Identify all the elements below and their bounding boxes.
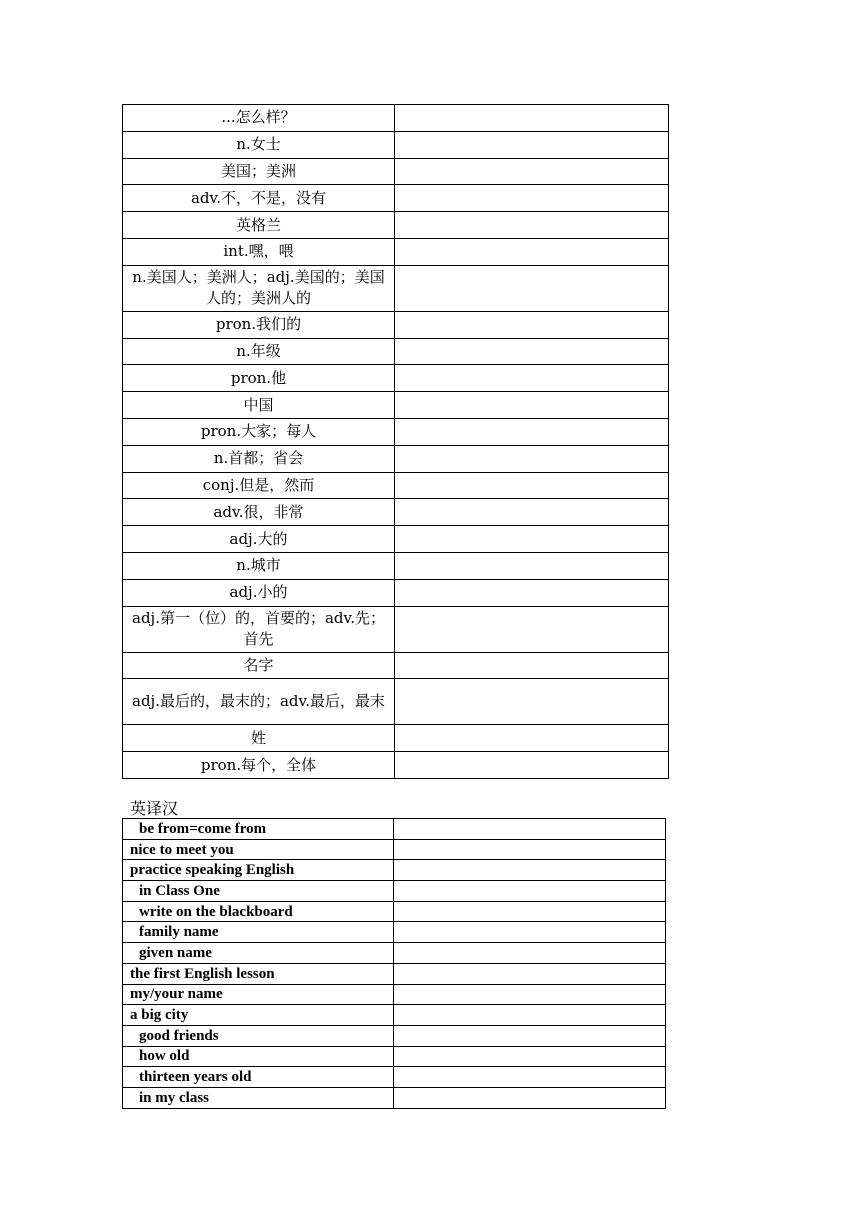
chinese-to-english-table xyxy=(122,104,669,779)
phrase-cell: practice speaking English xyxy=(123,860,394,881)
table-row xyxy=(123,499,669,526)
phrase-cell: be from=come from xyxy=(123,819,394,840)
answer-cell[interactable] xyxy=(395,679,669,725)
answer-cell[interactable] xyxy=(394,922,666,943)
table-row xyxy=(123,901,666,922)
phrase-cell: write on the blackboard xyxy=(123,901,394,922)
answer-cell[interactable] xyxy=(394,819,666,840)
table-row xyxy=(123,860,666,881)
table-row xyxy=(123,265,669,311)
phrase-cell: a big city xyxy=(123,1005,394,1026)
answer-cell[interactable] xyxy=(394,839,666,860)
table-row xyxy=(123,338,669,365)
meaning-cell: pron.大家；每人 xyxy=(123,418,395,445)
table-row xyxy=(123,819,666,840)
answer-cell[interactable] xyxy=(395,238,669,265)
answer-cell[interactable] xyxy=(394,1025,666,1046)
answer-cell[interactable] xyxy=(395,652,669,679)
phrase-cell: my/your name xyxy=(123,984,394,1005)
table-row xyxy=(123,579,669,606)
answer-cell[interactable] xyxy=(394,860,666,881)
meaning-cell: adj.第一（位）的，首要的；adv.先；首先 xyxy=(123,606,395,652)
answer-cell[interactable] xyxy=(395,392,669,419)
answer-cell[interactable] xyxy=(395,725,669,752)
english-to-chinese-table xyxy=(122,818,666,1109)
table-row xyxy=(123,1005,666,1026)
answer-cell[interactable] xyxy=(395,552,669,579)
meaning-cell: adv.很，非常 xyxy=(123,499,395,526)
meaning-cell: adv.不，不是，没有 xyxy=(123,185,395,212)
answer-cell[interactable] xyxy=(395,212,669,239)
meaning-cell: conj.但是，然而 xyxy=(123,472,395,499)
table-row xyxy=(123,725,669,752)
phrase-cell: how old xyxy=(123,1046,394,1067)
meaning-cell: pron.每个，全体 xyxy=(123,752,395,779)
answer-cell[interactable] xyxy=(395,131,669,158)
meaning-cell: pron.我们的 xyxy=(123,311,395,338)
answer-cell[interactable] xyxy=(394,1067,666,1088)
answer-cell[interactable] xyxy=(394,943,666,964)
meaning-cell: n.年级 xyxy=(123,338,395,365)
table-row xyxy=(123,365,669,392)
meaning-cell: 英格兰 xyxy=(123,212,395,239)
table-row xyxy=(123,212,669,239)
answer-cell[interactable] xyxy=(395,265,669,311)
phrase-cell: family name xyxy=(123,922,394,943)
answer-cell[interactable] xyxy=(395,606,669,652)
answer-cell[interactable] xyxy=(395,752,669,779)
table-row xyxy=(123,943,666,964)
answer-cell[interactable] xyxy=(395,472,669,499)
answer-cell[interactable] xyxy=(395,158,669,185)
table-row xyxy=(123,1025,666,1046)
answer-cell[interactable] xyxy=(395,526,669,553)
answer-cell[interactable] xyxy=(395,499,669,526)
table-row xyxy=(123,418,669,445)
table-row xyxy=(123,839,666,860)
meaning-cell: adj.大的 xyxy=(123,526,395,553)
meaning-cell: n.首都；省会 xyxy=(123,445,395,472)
meaning-cell: 姓 xyxy=(123,725,395,752)
table-row xyxy=(123,311,669,338)
answer-cell[interactable] xyxy=(394,1087,666,1108)
table-row xyxy=(123,105,669,132)
meaning-cell: ...怎么样？ xyxy=(123,105,395,132)
meaning-cell: n.美国人；美洲人；adj.美国的；美国人的；美洲人的 xyxy=(123,265,395,311)
table-row xyxy=(123,131,669,158)
phrase-cell: good friends xyxy=(123,1025,394,1046)
answer-cell[interactable] xyxy=(394,984,666,1005)
table-row xyxy=(123,984,666,1005)
answer-cell[interactable] xyxy=(395,579,669,606)
section-heading: 英译汉 xyxy=(130,799,179,818)
table-row xyxy=(123,963,666,984)
answer-cell[interactable] xyxy=(395,338,669,365)
phrase-cell: in Class One xyxy=(123,881,394,902)
answer-cell[interactable] xyxy=(395,311,669,338)
answer-cell[interactable] xyxy=(395,105,669,132)
meaning-cell: n.城市 xyxy=(123,552,395,579)
table-row xyxy=(123,606,669,652)
phrase-cell: the first English lesson xyxy=(123,963,394,984)
table-row xyxy=(123,185,669,212)
table-row xyxy=(123,445,669,472)
meaning-cell: adj.小的 xyxy=(123,579,395,606)
table-row xyxy=(123,752,669,779)
answer-cell[interactable] xyxy=(394,881,666,902)
meaning-cell: adj.最后的，最末的；adv.最后，最末 xyxy=(123,679,395,725)
table-row xyxy=(123,392,669,419)
table-row xyxy=(123,652,669,679)
meaning-cell: int.嘿，喂 xyxy=(123,238,395,265)
answer-cell[interactable] xyxy=(394,901,666,922)
meaning-cell: n.女士 xyxy=(123,131,395,158)
table-row xyxy=(123,552,669,579)
table-row xyxy=(123,922,666,943)
meaning-cell: pron.他 xyxy=(123,365,395,392)
answer-cell[interactable] xyxy=(394,963,666,984)
table-row xyxy=(123,1087,666,1108)
phrase-cell: nice to meet you xyxy=(123,839,394,860)
answer-cell[interactable] xyxy=(395,365,669,392)
answer-cell[interactable] xyxy=(395,185,669,212)
table-row xyxy=(123,881,666,902)
answer-cell[interactable] xyxy=(394,1005,666,1026)
table-row xyxy=(123,158,669,185)
table-row xyxy=(123,1046,666,1067)
phrase-cell: given name xyxy=(123,943,394,964)
answer-cell[interactable] xyxy=(394,1046,666,1067)
answer-cell[interactable] xyxy=(395,445,669,472)
meaning-cell: 中国 xyxy=(123,392,395,419)
phrase-cell: thirteen years old xyxy=(123,1067,394,1088)
table-row xyxy=(123,679,669,725)
table-row xyxy=(123,238,669,265)
phrase-cell: in my class xyxy=(123,1087,394,1108)
table-row xyxy=(123,1067,666,1088)
meaning-cell: 名字 xyxy=(123,652,395,679)
answer-cell[interactable] xyxy=(395,418,669,445)
table-row xyxy=(123,472,669,499)
meaning-cell: 美国；美洲 xyxy=(123,158,395,185)
table-row xyxy=(123,526,669,553)
